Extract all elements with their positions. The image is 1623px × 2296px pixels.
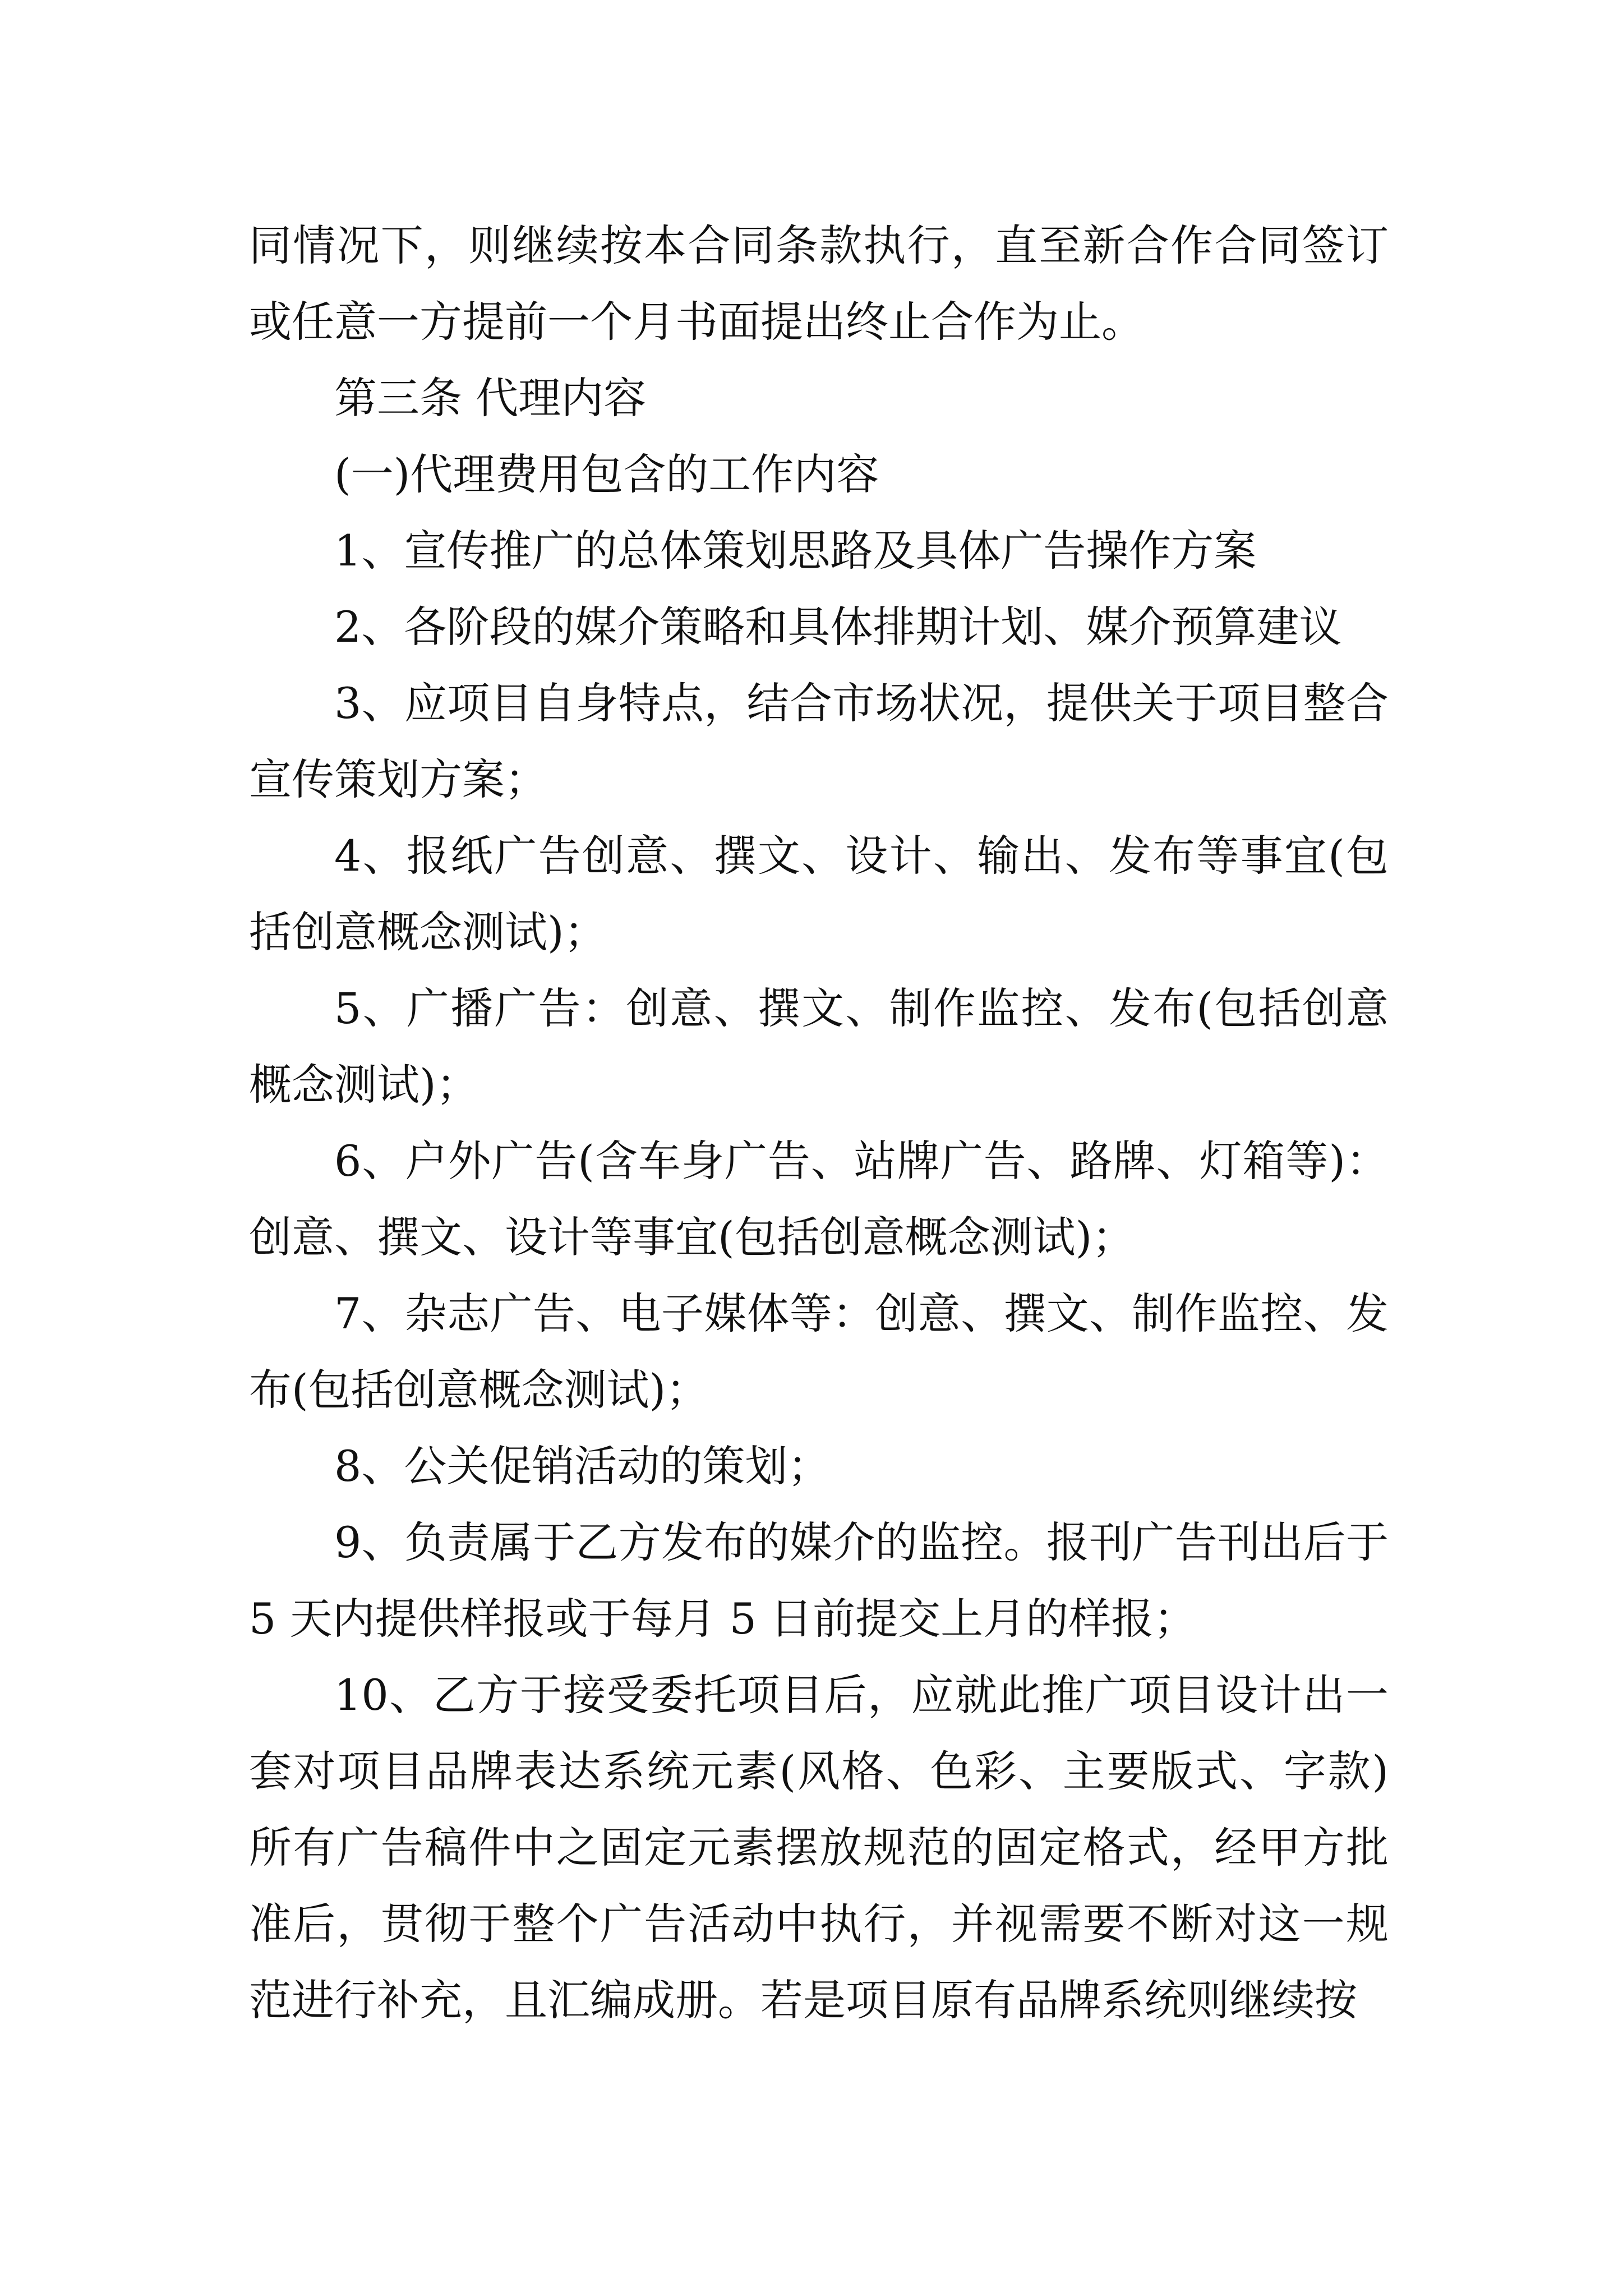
list-item-4: 4、报纸广告创意、撰文、设计、输出、发布等事宜(包括创意概念测试)；	[249, 831, 1389, 957]
article-heading: 第三条 代理内容	[334, 373, 647, 423]
list-item-5: 5、广播广告：创意、撰文、制作监控、发布(包括创意概念测试)；	[249, 983, 1389, 1110]
list-item-6: 6、户外广告(含车身广告、站牌广告、路牌、灯箱等)：创意、撰文、设计等事宜(包括创意概念测试)；	[249, 1136, 1389, 1262]
list-item-1: 1、宣传推广的总体策划思路及具体广告操作方案	[334, 526, 1257, 576]
paragraph-continuation: 同情况下，则继续按本合同条款执行，直至新合作合同签订或任意一方提前一个月书面提出终止合作为止。	[249, 220, 1389, 347]
section-heading: (一)代理费用包含的工作内容	[334, 449, 879, 499]
list-item-2: 2、各阶段的媒介策略和具体排期计划、媒介预算建议	[334, 602, 1342, 652]
list-item-8: 8、公关促销活动的策划；	[334, 1441, 831, 1491]
list-item-3: 3、应项目自身特点，结合市场状况，提供关于项目整合宣传策划方案；	[249, 678, 1389, 804]
list-item-9: 9、负责属于乙方发布的媒介的监控。报刊广告刊出后于 5 天内提供样报或于每月 5 日前提交上月的样报；	[249, 1517, 1389, 1644]
list-item-7: 7、杂志广告、电子媒体等：创意、撰文、制作监控、发布(包括创意概念测试)；	[249, 1289, 1389, 1415]
document-body	[249, 208, 1389, 2039]
list-item-10: 10、乙方于接受委托项目后，应就此推广项目设计出一套对项目品牌表达系统元素(风格、色彩、主要版式、字款)所有广告稿件中之固定元素摆放规范的固定格式，经甲方批准后，贯彻于整个广告活动中执行，并视需要不断对这一规范进行补充，且汇编成册。若是项目原有品牌系统则继续按	[249, 1670, 1389, 2025]
